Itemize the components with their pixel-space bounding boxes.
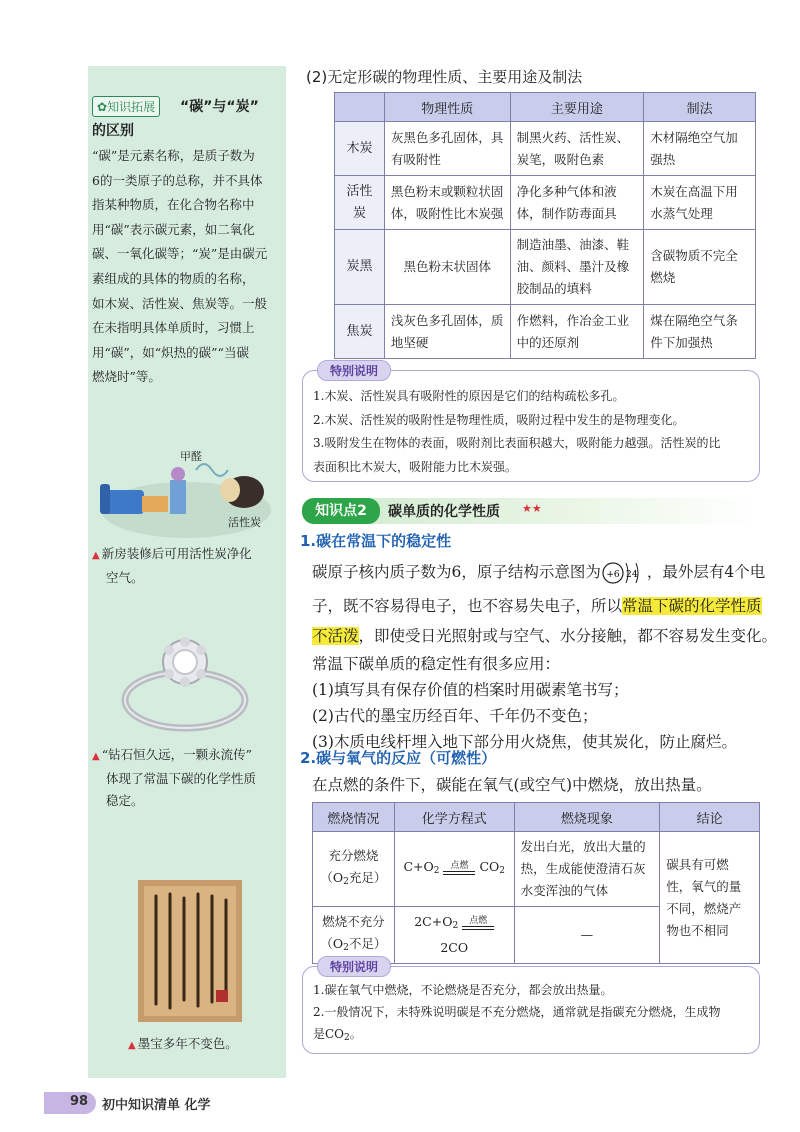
calligraphy-scroll-illustration — [138, 880, 242, 1022]
table-row: 焦炭 浅灰色多孔固体，质地坚硬 作燃料，作冶金工业中的还原剂 煤在隔绝空气条件下加强热 — [335, 305, 756, 359]
note-line: 2.木炭、活性炭的吸附性是物理性质，吸附过程中发生的是物理变化。 — [313, 412, 685, 427]
sidebar-line: 用“碳”表示碳元素，如二氧化 — [92, 221, 255, 237]
table-header: 制法 — [644, 93, 756, 122]
diamond-ring-illustration — [115, 610, 255, 740]
sidebar-line: 碳、一氧化碳等；“炭”是由碳元 — [92, 246, 268, 262]
paragraph-line: (1)填写具有保存价值的档案时用碳素笔书写； — [312, 681, 629, 699]
table-header: 燃烧情况 — [313, 803, 395, 832]
room-illustration — [96, 440, 276, 540]
paragraph-line: 不活泼，即使受日光照射或与空气、水分接触，都不容易发生变化。 — [312, 627, 778, 645]
combustion-table — [312, 802, 760, 964]
note-tag: 特别说明 — [317, 360, 391, 381]
table-row: 燃烧不充分 （$O_2$不足） $2C+O_2$ 点燃 2CO — — [313, 907, 760, 964]
leaf-icon: ✿ — [97, 100, 108, 114]
table-header: 化学方程式 — [394, 803, 514, 832]
amorphous-carbon-table — [334, 92, 756, 359]
note-line: 是$CO_2$。 — [313, 1027, 362, 1043]
sidebar-line: “碳”是元素名称，是质子数为 — [92, 148, 255, 163]
special-note-2 — [302, 960, 760, 1054]
paragraph-line: 碳原子核内质子数为6，原子结构示意图为 +6 2 4 ，最外层有4个电 — [312, 560, 765, 586]
subheading-stability: 1.碳在常温下的稳定性 — [300, 532, 452, 550]
paragraph-line: 在点燃的条件下，碳能在氧气(或空气)中燃烧，放出热量。 — [312, 776, 712, 794]
caption-ring: ▲ “钻石恒久远，一颗永流传” 体现了常温下碳的化学性质 稳定。 — [92, 747, 257, 808]
table-row: 充分燃烧 （$O_2$充足） $C+O_2$ 点燃 $CO_2$ 发出白光，放出大量的热，生成能使澄清石灰水变浑浊的气体 碳具有可燃性，氧气的量不同，燃烧产物也不相同 — [313, 832, 760, 907]
equation-incomplete: $2C+O_2$ 点燃 2CO — [394, 907, 514, 964]
importance-stars: ★★ — [522, 502, 542, 515]
sidebar-body — [92, 144, 280, 390]
note-tag: 特别说明 — [317, 956, 391, 977]
triangle-icon: ▲ — [128, 1040, 136, 1051]
knowledge-extension-badge — [92, 96, 160, 117]
note-line: 1.碳在氧气中燃烧，不论燃烧是否充分，都会放出热量。 — [313, 983, 613, 997]
sidebar-line: 6的一类原子的总称，并不具体 — [92, 172, 263, 188]
paragraph-line: (3)木质电线杆埋入地下部分用火烧焦，使其炭化，防止腐烂。 — [312, 733, 737, 751]
table-row: 活性炭 黑色粉末或颗粒状固体，吸附性比木炭强 净化多种气体和液体，制作防毒面具 木炭在高温下用水蒸气处理 — [335, 176, 756, 230]
note-line: 2.一般情况下，未特殊说明碳是不充分燃烧，通常就是指碳充分燃烧，生成物 — [313, 1005, 721, 1019]
caption-room: ▲ 新房装修后可用活性炭净化 空气。 — [92, 546, 252, 585]
svg-text:4: 4 — [631, 570, 638, 580]
sidebar-line: 用“碳”，如“炽热的碳”“当碳 — [92, 344, 249, 360]
special-note-1 — [302, 364, 760, 482]
svg-text:2: 2 — [625, 570, 632, 580]
highlighted-text: 常温下碳的化学性质 — [622, 597, 762, 615]
table-header: 主要用途 — [510, 93, 644, 122]
paragraph-line: 子，既不容易得电子，也不容易失电子，所以常温下碳的化学性质 — [312, 597, 762, 615]
paragraph-line: 常温下碳单质的稳定性有很多应用： — [312, 655, 561, 673]
section-title: (2)无定形碳的物理性质、主要用途及制法 — [306, 68, 583, 86]
paragraph-line: (2)古代的墨宝历经百年、千年仍不变色； — [312, 707, 598, 725]
triangle-icon: ▲ — [92, 751, 100, 762]
book-title: 初中知识清单 化学 — [102, 1098, 211, 1113]
sidebar-line: 如木炭、活性炭、焦炭等。一般 — [92, 295, 268, 311]
sidebar-title: “碳”与“炭” — [180, 99, 259, 115]
highlighted-text: 不活泼 — [312, 627, 359, 645]
sidebar-line: 指某种物质，在化合物名称中 — [92, 197, 255, 213]
knowledge-point-tag: 知识点2 — [302, 498, 380, 524]
table-row: 炭黑 黑色粉末状固体 制造油墨、油漆、鞋油、颜料、墨汁及橡胶制品的填料 含碳物质不完全燃烧 — [335, 230, 756, 305]
sidebar-line: 在未指明具体单质时，习惯上 — [92, 320, 255, 336]
carbon-atom-structure-diagram — [601, 560, 647, 586]
note-line: 1.木炭、活性炭具有吸附性的原因是它们的结构疏松多孔。 — [313, 389, 625, 403]
sidebar-title-cont: 的区别 — [92, 123, 134, 139]
caption-scroll: ▲ 墨宝多年不变色。 — [128, 1036, 238, 1051]
badge-label: 知识拓展 — [107, 100, 156, 114]
triangle-icon: ▲ — [92, 550, 100, 561]
table-header: 燃烧现象 — [514, 803, 660, 832]
table-header: 物理性质 — [384, 93, 510, 122]
note-line: 3.吸附发生在物体的表面，吸附剂比表面积越大，吸附能力越强。活性炭的比 — [313, 436, 721, 450]
table-row: 木炭 灰黑色多孔固体，具有吸附性 制黑火药、活性炭、炭笔，吸附色素 木材隔绝空气加强热 — [335, 122, 756, 176]
subheading-combustion: 2.碳与氧气的反应（可燃性） — [300, 749, 497, 767]
conclusion-cell: 碳具有可燃性，氧气的量不同，燃烧产物也不相同 — [660, 832, 760, 964]
activated-carbon-label: 活性炭 — [228, 516, 261, 529]
svg-text:+6: +6 — [606, 570, 620, 580]
note-line: 表面积比木炭大，吸附能力比木炭强。 — [313, 459, 518, 474]
table-header — [335, 93, 385, 122]
equation-complete: $C+O_2$ 点燃 $CO_2$ — [394, 832, 514, 907]
sidebar-line: 燃烧时”等。 — [92, 369, 161, 385]
knowledge-point-title: 碳单质的化学性质 — [388, 504, 500, 520]
sidebar-line: 素组成的具体的物质的名称， — [92, 270, 255, 286]
page-number: 98 — [70, 1094, 89, 1109]
formaldehyde-label: 甲醛 — [180, 450, 202, 463]
table-header: 结论 — [660, 803, 760, 832]
